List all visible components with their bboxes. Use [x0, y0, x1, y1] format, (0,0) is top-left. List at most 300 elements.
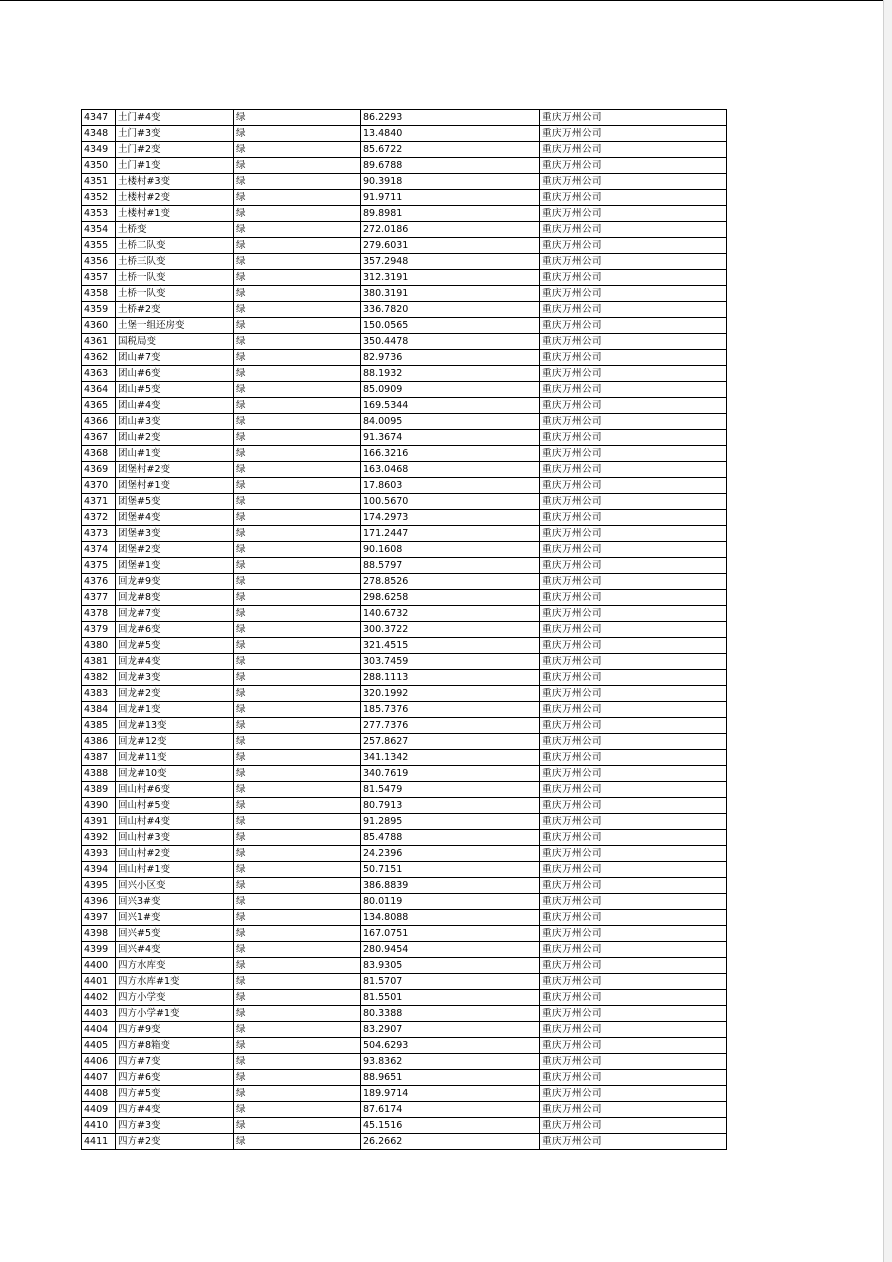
station-name-cell: 团山#7变: [116, 350, 234, 366]
station-name-cell: 土桥变: [116, 222, 234, 238]
company-cell: 重庆万州公司: [540, 174, 727, 190]
value-cell: 380.3191: [361, 286, 540, 302]
row-id-cell: 4366: [82, 414, 116, 430]
table-row: [82, 526, 727, 542]
table-row: [82, 750, 727, 766]
row-id-cell: 4407: [82, 1070, 116, 1086]
company-cell: 重庆万州公司: [540, 686, 727, 702]
row-id-cell: 4353: [82, 206, 116, 222]
value-cell: 386.8839: [361, 878, 540, 894]
status-color-cell: 绿: [234, 414, 361, 430]
company-cell: 重庆万州公司: [540, 862, 727, 878]
company-cell: 重庆万州公司: [540, 158, 727, 174]
company-cell: 重庆万州公司: [540, 510, 727, 526]
company-cell: 重庆万州公司: [540, 798, 727, 814]
status-color-cell: 绿: [234, 974, 361, 990]
row-id-cell: 4390: [82, 798, 116, 814]
value-cell: 298.6258: [361, 590, 540, 606]
status-color-cell: 绿: [234, 574, 361, 590]
station-name-cell: 土楼村#2变: [116, 190, 234, 206]
value-cell: 91.2895: [361, 814, 540, 830]
value-cell: 100.5670: [361, 494, 540, 510]
table-row: [82, 366, 727, 382]
table-row: [82, 878, 727, 894]
company-cell: 重庆万州公司: [540, 526, 727, 542]
table-row: [82, 766, 727, 782]
station-name-cell: 四方水库#1变: [116, 974, 234, 990]
table-row: [82, 894, 727, 910]
row-id-cell: 4365: [82, 398, 116, 414]
company-cell: 重庆万州公司: [540, 1070, 727, 1086]
status-color-cell: 绿: [234, 446, 361, 462]
station-name-cell: 四方小学#1变: [116, 1006, 234, 1022]
table-row: [82, 478, 727, 494]
table-row: [82, 286, 727, 302]
row-id-cell: 4367: [82, 430, 116, 446]
status-color-cell: 绿: [234, 606, 361, 622]
station-name-cell: 四方小学变: [116, 990, 234, 1006]
status-color-cell: 绿: [234, 478, 361, 494]
company-cell: 重庆万州公司: [540, 142, 727, 158]
value-cell: 86.2293: [361, 110, 540, 126]
value-cell: 90.3918: [361, 174, 540, 190]
row-id-cell: 4369: [82, 462, 116, 478]
status-color-cell: 绿: [234, 366, 361, 382]
station-name-cell: 回兴#5变: [116, 926, 234, 942]
company-cell: 重庆万州公司: [540, 430, 727, 446]
value-cell: 13.4840: [361, 126, 540, 142]
value-cell: 167.0751: [361, 926, 540, 942]
value-cell: 189.9714: [361, 1086, 540, 1102]
status-color-cell: 绿: [234, 526, 361, 542]
status-color-cell: 绿: [234, 318, 361, 334]
company-cell: 重庆万州公司: [540, 542, 727, 558]
value-cell: 169.5344: [361, 398, 540, 414]
company-cell: 重庆万州公司: [540, 910, 727, 926]
value-cell: 320.1992: [361, 686, 540, 702]
table-row: [82, 958, 727, 974]
status-color-cell: 绿: [234, 430, 361, 446]
row-id-cell: 4373: [82, 526, 116, 542]
value-cell: 88.9651: [361, 1070, 540, 1086]
station-name-cell: 四方#8箱变: [116, 1038, 234, 1054]
row-id-cell: 4378: [82, 606, 116, 622]
table-row: [82, 798, 727, 814]
table-row: [82, 702, 727, 718]
company-cell: 重庆万州公司: [540, 222, 727, 238]
status-color-cell: 绿: [234, 462, 361, 478]
status-color-cell: 绿: [234, 926, 361, 942]
row-id-cell: 4376: [82, 574, 116, 590]
table-row: [82, 158, 727, 174]
company-cell: 重庆万州公司: [540, 270, 727, 286]
station-name-cell: 土楼村#3变: [116, 174, 234, 190]
station-name-cell: 回龙#10变: [116, 766, 234, 782]
row-id-cell: 4354: [82, 222, 116, 238]
station-name-cell: 土楼村#1变: [116, 206, 234, 222]
status-color-cell: 绿: [234, 190, 361, 206]
row-id-cell: 4358: [82, 286, 116, 302]
status-color-cell: 绿: [234, 750, 361, 766]
table-row: [82, 1006, 727, 1022]
status-color-cell: 绿: [234, 1006, 361, 1022]
station-name-cell: 回山村#5变: [116, 798, 234, 814]
station-name-cell: 团山#6变: [116, 366, 234, 382]
value-cell: 90.1608: [361, 542, 540, 558]
company-cell: 重庆万州公司: [540, 590, 727, 606]
value-cell: 91.3674: [361, 430, 540, 446]
station-name-cell: 四方#6变: [116, 1070, 234, 1086]
status-color-cell: 绿: [234, 814, 361, 830]
station-name-cell: 团山#1变: [116, 446, 234, 462]
station-name-cell: 回兴1#变: [116, 910, 234, 926]
status-color-cell: 绿: [234, 766, 361, 782]
row-id-cell: 4397: [82, 910, 116, 926]
station-name-cell: 回山村#1变: [116, 862, 234, 878]
station-name-cell: 土门#2变: [116, 142, 234, 158]
company-cell: 重庆万州公司: [540, 1134, 727, 1150]
row-id-cell: 4363: [82, 366, 116, 382]
station-name-cell: 回龙#12变: [116, 734, 234, 750]
value-cell: 185.7376: [361, 702, 540, 718]
value-cell: 357.2948: [361, 254, 540, 270]
station-name-cell: 国税局变: [116, 334, 234, 350]
value-cell: 300.3722: [361, 622, 540, 638]
value-cell: 140.6732: [361, 606, 540, 622]
value-cell: 83.9305: [361, 958, 540, 974]
status-color-cell: 绿: [234, 718, 361, 734]
status-color-cell: 绿: [234, 510, 361, 526]
table-row: [82, 814, 727, 830]
row-id-cell: 4364: [82, 382, 116, 398]
value-cell: 341.1342: [361, 750, 540, 766]
company-cell: 重庆万州公司: [540, 702, 727, 718]
station-name-cell: 回龙#3变: [116, 670, 234, 686]
station-name-cell: 土堡一组还房变: [116, 318, 234, 334]
company-cell: 重庆万州公司: [540, 750, 727, 766]
value-cell: 163.0468: [361, 462, 540, 478]
value-cell: 85.0909: [361, 382, 540, 398]
company-cell: 重庆万州公司: [540, 766, 727, 782]
station-name-cell: 土桥二队变: [116, 238, 234, 254]
table-row: [82, 222, 727, 238]
status-color-cell: 绿: [234, 846, 361, 862]
table-row: [82, 110, 727, 126]
status-color-cell: 绿: [234, 542, 361, 558]
company-cell: 重庆万州公司: [540, 1102, 727, 1118]
row-id-cell: 4400: [82, 958, 116, 974]
value-cell: 340.7619: [361, 766, 540, 782]
company-cell: 重庆万州公司: [540, 814, 727, 830]
company-cell: 重庆万州公司: [540, 462, 727, 478]
station-name-cell: 土桥一队变: [116, 286, 234, 302]
status-color-cell: 绿: [234, 382, 361, 398]
station-name-cell: 回山村#4变: [116, 814, 234, 830]
value-cell: 89.6788: [361, 158, 540, 174]
row-id-cell: 4406: [82, 1054, 116, 1070]
row-id-cell: 4362: [82, 350, 116, 366]
row-id-cell: 4377: [82, 590, 116, 606]
status-color-cell: 绿: [234, 670, 361, 686]
table-row: [82, 974, 727, 990]
table-row: [82, 238, 727, 254]
value-cell: 171.2447: [361, 526, 540, 542]
station-name-cell: 团山#3变: [116, 414, 234, 430]
value-cell: 85.4788: [361, 830, 540, 846]
table-row: [82, 638, 727, 654]
table-row: [82, 942, 727, 958]
station-name-cell: 回山村#3变: [116, 830, 234, 846]
table-row: [82, 1054, 727, 1070]
row-id-cell: 4370: [82, 478, 116, 494]
status-color-cell: 绿: [234, 1022, 361, 1038]
company-cell: 重庆万州公司: [540, 414, 727, 430]
station-name-cell: 土门#4变: [116, 110, 234, 126]
station-name-cell: 团堡#3变: [116, 526, 234, 542]
company-cell: 重庆万州公司: [540, 318, 727, 334]
value-cell: 50.7151: [361, 862, 540, 878]
company-cell: 重庆万州公司: [540, 126, 727, 142]
table-row: [82, 1070, 727, 1086]
company-cell: 重庆万州公司: [540, 846, 727, 862]
row-id-cell: 4383: [82, 686, 116, 702]
station-name-cell: 团堡#1变: [116, 558, 234, 574]
station-name-cell: 土桥一队变: [116, 270, 234, 286]
row-id-cell: 4371: [82, 494, 116, 510]
company-cell: 重庆万州公司: [540, 606, 727, 622]
status-color-cell: 绿: [234, 1070, 361, 1086]
station-name-cell: 团堡#5变: [116, 494, 234, 510]
status-color-cell: 绿: [234, 638, 361, 654]
table-row: [82, 1134, 727, 1150]
table-row: [82, 574, 727, 590]
table-row: [82, 782, 727, 798]
station-name-cell: 团堡#2变: [116, 542, 234, 558]
value-cell: 91.9711: [361, 190, 540, 206]
row-id-cell: 4359: [82, 302, 116, 318]
status-color-cell: 绿: [234, 350, 361, 366]
table-row: [82, 414, 727, 430]
company-cell: 重庆万州公司: [540, 1038, 727, 1054]
station-name-cell: 回山村#2变: [116, 846, 234, 862]
table-row: [82, 206, 727, 222]
value-cell: 93.8362: [361, 1054, 540, 1070]
company-cell: 重庆万州公司: [540, 478, 727, 494]
table-row: [82, 142, 727, 158]
company-cell: 重庆万州公司: [540, 238, 727, 254]
status-color-cell: 绿: [234, 302, 361, 318]
table-row: [82, 606, 727, 622]
status-color-cell: 绿: [234, 622, 361, 638]
station-name-cell: 四方#5变: [116, 1086, 234, 1102]
station-name-cell: 四方#4变: [116, 1102, 234, 1118]
table-row: [82, 654, 727, 670]
row-id-cell: 4410: [82, 1118, 116, 1134]
company-cell: 重庆万州公司: [540, 350, 727, 366]
table-row: [82, 990, 727, 1006]
value-cell: 45.1516: [361, 1118, 540, 1134]
table-row: [82, 1038, 727, 1054]
table-row: [82, 830, 727, 846]
value-cell: 288.1113: [361, 670, 540, 686]
row-id-cell: 4351: [82, 174, 116, 190]
company-cell: 重庆万州公司: [540, 558, 727, 574]
table-row: [82, 622, 727, 638]
status-color-cell: 绿: [234, 238, 361, 254]
value-cell: 80.7913: [361, 798, 540, 814]
station-name-cell: 团山#5变: [116, 382, 234, 398]
status-color-cell: 绿: [234, 1118, 361, 1134]
row-id-cell: 4349: [82, 142, 116, 158]
value-cell: 166.3216: [361, 446, 540, 462]
company-cell: 重庆万州公司: [540, 990, 727, 1006]
station-name-cell: 四方水库变: [116, 958, 234, 974]
status-color-cell: 绿: [234, 894, 361, 910]
row-id-cell: 4398: [82, 926, 116, 942]
status-color-cell: 绿: [234, 590, 361, 606]
table-row: [82, 862, 727, 878]
value-cell: 134.8088: [361, 910, 540, 926]
status-color-cell: 绿: [234, 558, 361, 574]
table-row: [82, 174, 727, 190]
status-color-cell: 绿: [234, 334, 361, 350]
status-color-cell: 绿: [234, 830, 361, 846]
status-color-cell: 绿: [234, 174, 361, 190]
value-cell: 280.9454: [361, 942, 540, 958]
value-cell: 81.5479: [361, 782, 540, 798]
station-name-cell: 四方#3变: [116, 1118, 234, 1134]
status-color-cell: 绿: [234, 862, 361, 878]
row-id-cell: 4394: [82, 862, 116, 878]
value-cell: 80.3388: [361, 1006, 540, 1022]
row-id-cell: 4348: [82, 126, 116, 142]
row-id-cell: 4389: [82, 782, 116, 798]
company-cell: 重庆万州公司: [540, 190, 727, 206]
status-color-cell: 绿: [234, 222, 361, 238]
company-cell: 重庆万州公司: [540, 622, 727, 638]
station-name-cell: 回龙#6变: [116, 622, 234, 638]
station-name-cell: 土门#3变: [116, 126, 234, 142]
row-id-cell: 4387: [82, 750, 116, 766]
table-row: [82, 350, 727, 366]
company-cell: 重庆万州公司: [540, 830, 727, 846]
table-row: [82, 734, 727, 750]
table-row: [82, 398, 727, 414]
status-color-cell: 绿: [234, 286, 361, 302]
value-cell: 278.8526: [361, 574, 540, 590]
row-id-cell: 4374: [82, 542, 116, 558]
table-row: [82, 462, 727, 478]
station-name-cell: 团堡#4变: [116, 510, 234, 526]
station-name-cell: 回龙#5变: [116, 638, 234, 654]
row-id-cell: 4396: [82, 894, 116, 910]
station-name-cell: 土桥三队变: [116, 254, 234, 270]
page-right-edge: [883, 0, 892, 1262]
station-name-cell: 回龙#2变: [116, 686, 234, 702]
company-cell: 重庆万州公司: [540, 782, 727, 798]
status-color-cell: 绿: [234, 990, 361, 1006]
company-cell: 重庆万州公司: [540, 366, 727, 382]
value-cell: 88.1932: [361, 366, 540, 382]
station-name-cell: 回龙#8变: [116, 590, 234, 606]
value-cell: 87.6174: [361, 1102, 540, 1118]
table-row: [82, 686, 727, 702]
row-id-cell: 4386: [82, 734, 116, 750]
station-name-cell: 回兴3#变: [116, 894, 234, 910]
row-id-cell: 4408: [82, 1086, 116, 1102]
station-name-cell: 团堡村#1变: [116, 478, 234, 494]
status-color-cell: 绿: [234, 142, 361, 158]
table-row: [82, 910, 727, 926]
company-cell: 重庆万州公司: [540, 110, 727, 126]
company-cell: 重庆万州公司: [540, 254, 727, 270]
table-row: [82, 590, 727, 606]
station-name-cell: 团山#4变: [116, 398, 234, 414]
value-cell: 504.6293: [361, 1038, 540, 1054]
station-name-cell: 四方#7变: [116, 1054, 234, 1070]
station-name-cell: 回兴#4变: [116, 942, 234, 958]
row-id-cell: 4384: [82, 702, 116, 718]
page-top-rule: [0, 0, 892, 1]
value-cell: 321.4515: [361, 638, 540, 654]
value-cell: 81.5707: [361, 974, 540, 990]
status-color-cell: 绿: [234, 1086, 361, 1102]
company-cell: 重庆万州公司: [540, 1054, 727, 1070]
table-row: [82, 718, 727, 734]
table-row: [82, 846, 727, 862]
value-cell: 336.7820: [361, 302, 540, 318]
row-id-cell: 4379: [82, 622, 116, 638]
company-cell: 重庆万州公司: [540, 926, 727, 942]
company-cell: 重庆万州公司: [540, 382, 727, 398]
table-row: [82, 510, 727, 526]
row-id-cell: 4356: [82, 254, 116, 270]
company-cell: 重庆万州公司: [540, 718, 727, 734]
table-row: [82, 302, 727, 318]
value-cell: 312.3191: [361, 270, 540, 286]
station-name-cell: 回龙#13变: [116, 718, 234, 734]
company-cell: 重庆万州公司: [540, 398, 727, 414]
value-cell: 303.7459: [361, 654, 540, 670]
row-id-cell: 4360: [82, 318, 116, 334]
company-cell: 重庆万州公司: [540, 1022, 727, 1038]
row-id-cell: 4380: [82, 638, 116, 654]
station-name-cell: 回龙#7变: [116, 606, 234, 622]
table-row: [82, 446, 727, 462]
status-color-cell: 绿: [234, 206, 361, 222]
company-cell: 重庆万州公司: [540, 574, 727, 590]
row-id-cell: 4388: [82, 766, 116, 782]
table-row: [82, 270, 727, 286]
row-id-cell: 4357: [82, 270, 116, 286]
row-id-cell: 4395: [82, 878, 116, 894]
value-cell: 83.2907: [361, 1022, 540, 1038]
table-body: [82, 110, 727, 1150]
status-color-cell: 绿: [234, 270, 361, 286]
value-cell: 88.5797: [361, 558, 540, 574]
status-color-cell: 绿: [234, 126, 361, 142]
status-color-cell: 绿: [234, 1134, 361, 1150]
status-color-cell: 绿: [234, 686, 361, 702]
status-color-cell: 绿: [234, 910, 361, 926]
status-color-cell: 绿: [234, 1054, 361, 1070]
company-cell: 重庆万州公司: [540, 494, 727, 510]
company-cell: 重庆万州公司: [540, 1006, 727, 1022]
value-cell: 84.0095: [361, 414, 540, 430]
row-id-cell: 4355: [82, 238, 116, 254]
table-row: [82, 1022, 727, 1038]
value-cell: 80.0119: [361, 894, 540, 910]
